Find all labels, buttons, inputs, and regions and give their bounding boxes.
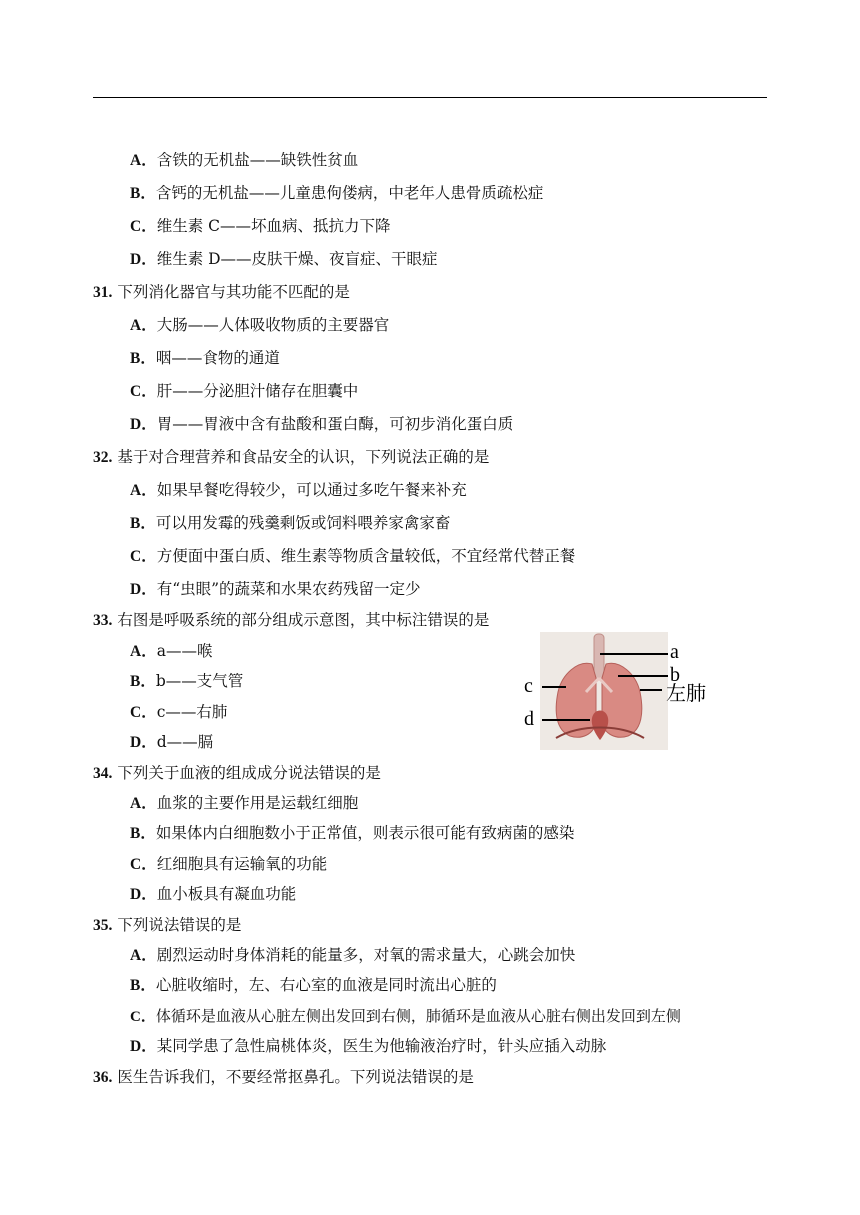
q32-option-a: A．如果早餐吃得较少，可以通过多吃午餐来补充 [130,481,467,499]
right-lung-shape [556,663,596,737]
q35-option-d: D．某同学患了急性扁桃体炎，医生为他输液治疗时，针头应插入动脉 [130,1037,607,1055]
figure-label-c: c [524,675,533,697]
respiratory-system-figure [520,630,720,752]
q34-option-a: A．血浆的主要作用是运载红细胞 [130,794,359,812]
q33-option-d: D．d——膈 [130,733,214,751]
q34-option-d: D．血小板具有凝血功能 [130,885,297,903]
q35-stem: 35. 下列说法错误的是 [93,916,242,934]
q33-stem: 33. 右图是呼吸系统的部分组成示意图，其中标注错误的是 [93,611,490,629]
q31-option-c: C．肝——分泌胆汁储存在胆囊中 [130,382,359,400]
q32-option-c: C．方便面中蛋白质、维生素等物质含量较低，不宜经常代替正餐 [130,547,576,565]
heart-shape [592,711,609,741]
q32-option-b: B．可以用发霉的残羹剩饭或饲料喂养家禽家畜 [130,514,451,532]
q30-option-a: A．含铁的无机盐——缺铁性贫血 [130,151,359,169]
q30-option-b: B．含钙的无机盐——儿童患佝偻病，中老年人患骨质疏松症 [130,184,544,202]
header-rule [93,97,767,98]
q34-option-b: B．如果体内白细胞数小于正常值，则表示很可能有致病菌的感染 [130,824,575,842]
left-lung-shape [602,663,642,737]
q31-option-d: D．胃——胃液中含有盐酸和蛋白酶，可初步消化蛋白质 [130,415,514,433]
figure-label-d: d [524,708,534,730]
q32-option-d: D．有“虫眼”的蔬菜和水果农药残留一定少 [130,580,421,598]
figure-label-b: b [670,664,680,686]
q35-option-c: C．体循环是血液从心脏左侧出发回到右侧，肺循环是血液从心脏右侧出发回到左侧 [130,1007,681,1025]
q36-stem: 36. 医生告诉我们，不要经常抠鼻孔。下列说法错误的是 [93,1068,474,1086]
q30-option-d: D．维生素 D——皮肤干燥、夜盲症、干眼症 [130,250,438,268]
q34-stem: 34. 下列关于血液的组成成分说法错误的是 [93,764,381,782]
q35-option-b: B．心脏收缩时，左、右心室的血液是同时流出心脏的 [130,976,497,994]
trachea-shape [594,634,604,680]
figure-label-a: a [670,641,679,663]
q33-option-c: C．c——右肺 [130,703,228,721]
q31-option-b: B．咽——食物的通道 [130,349,280,367]
q35-option-a: A．剧烈运动时身体消耗的能量多，对氧的需求量大，心跳会加快 [130,946,576,964]
q33-option-b: B．b——支气管 [130,672,244,690]
q31-stem: 31. 下列消化器官与其功能不匹配的是 [93,283,350,301]
q34-option-c: C．红细胞具有运输氧的功能 [130,855,328,873]
q31-option-a: A．大肠——人体吸收物质的主要器官 [130,316,390,334]
figure-label-left-lung: 左肺 [666,683,706,705]
q30-option-c: C．维生素 C——坏血病、抵抗力下降 [130,217,391,235]
q32-stem: 32. 基于对合理营养和食品安全的认识，下列说法正确的是 [93,448,490,466]
q33-option-a: A．a——喉 [130,642,213,660]
